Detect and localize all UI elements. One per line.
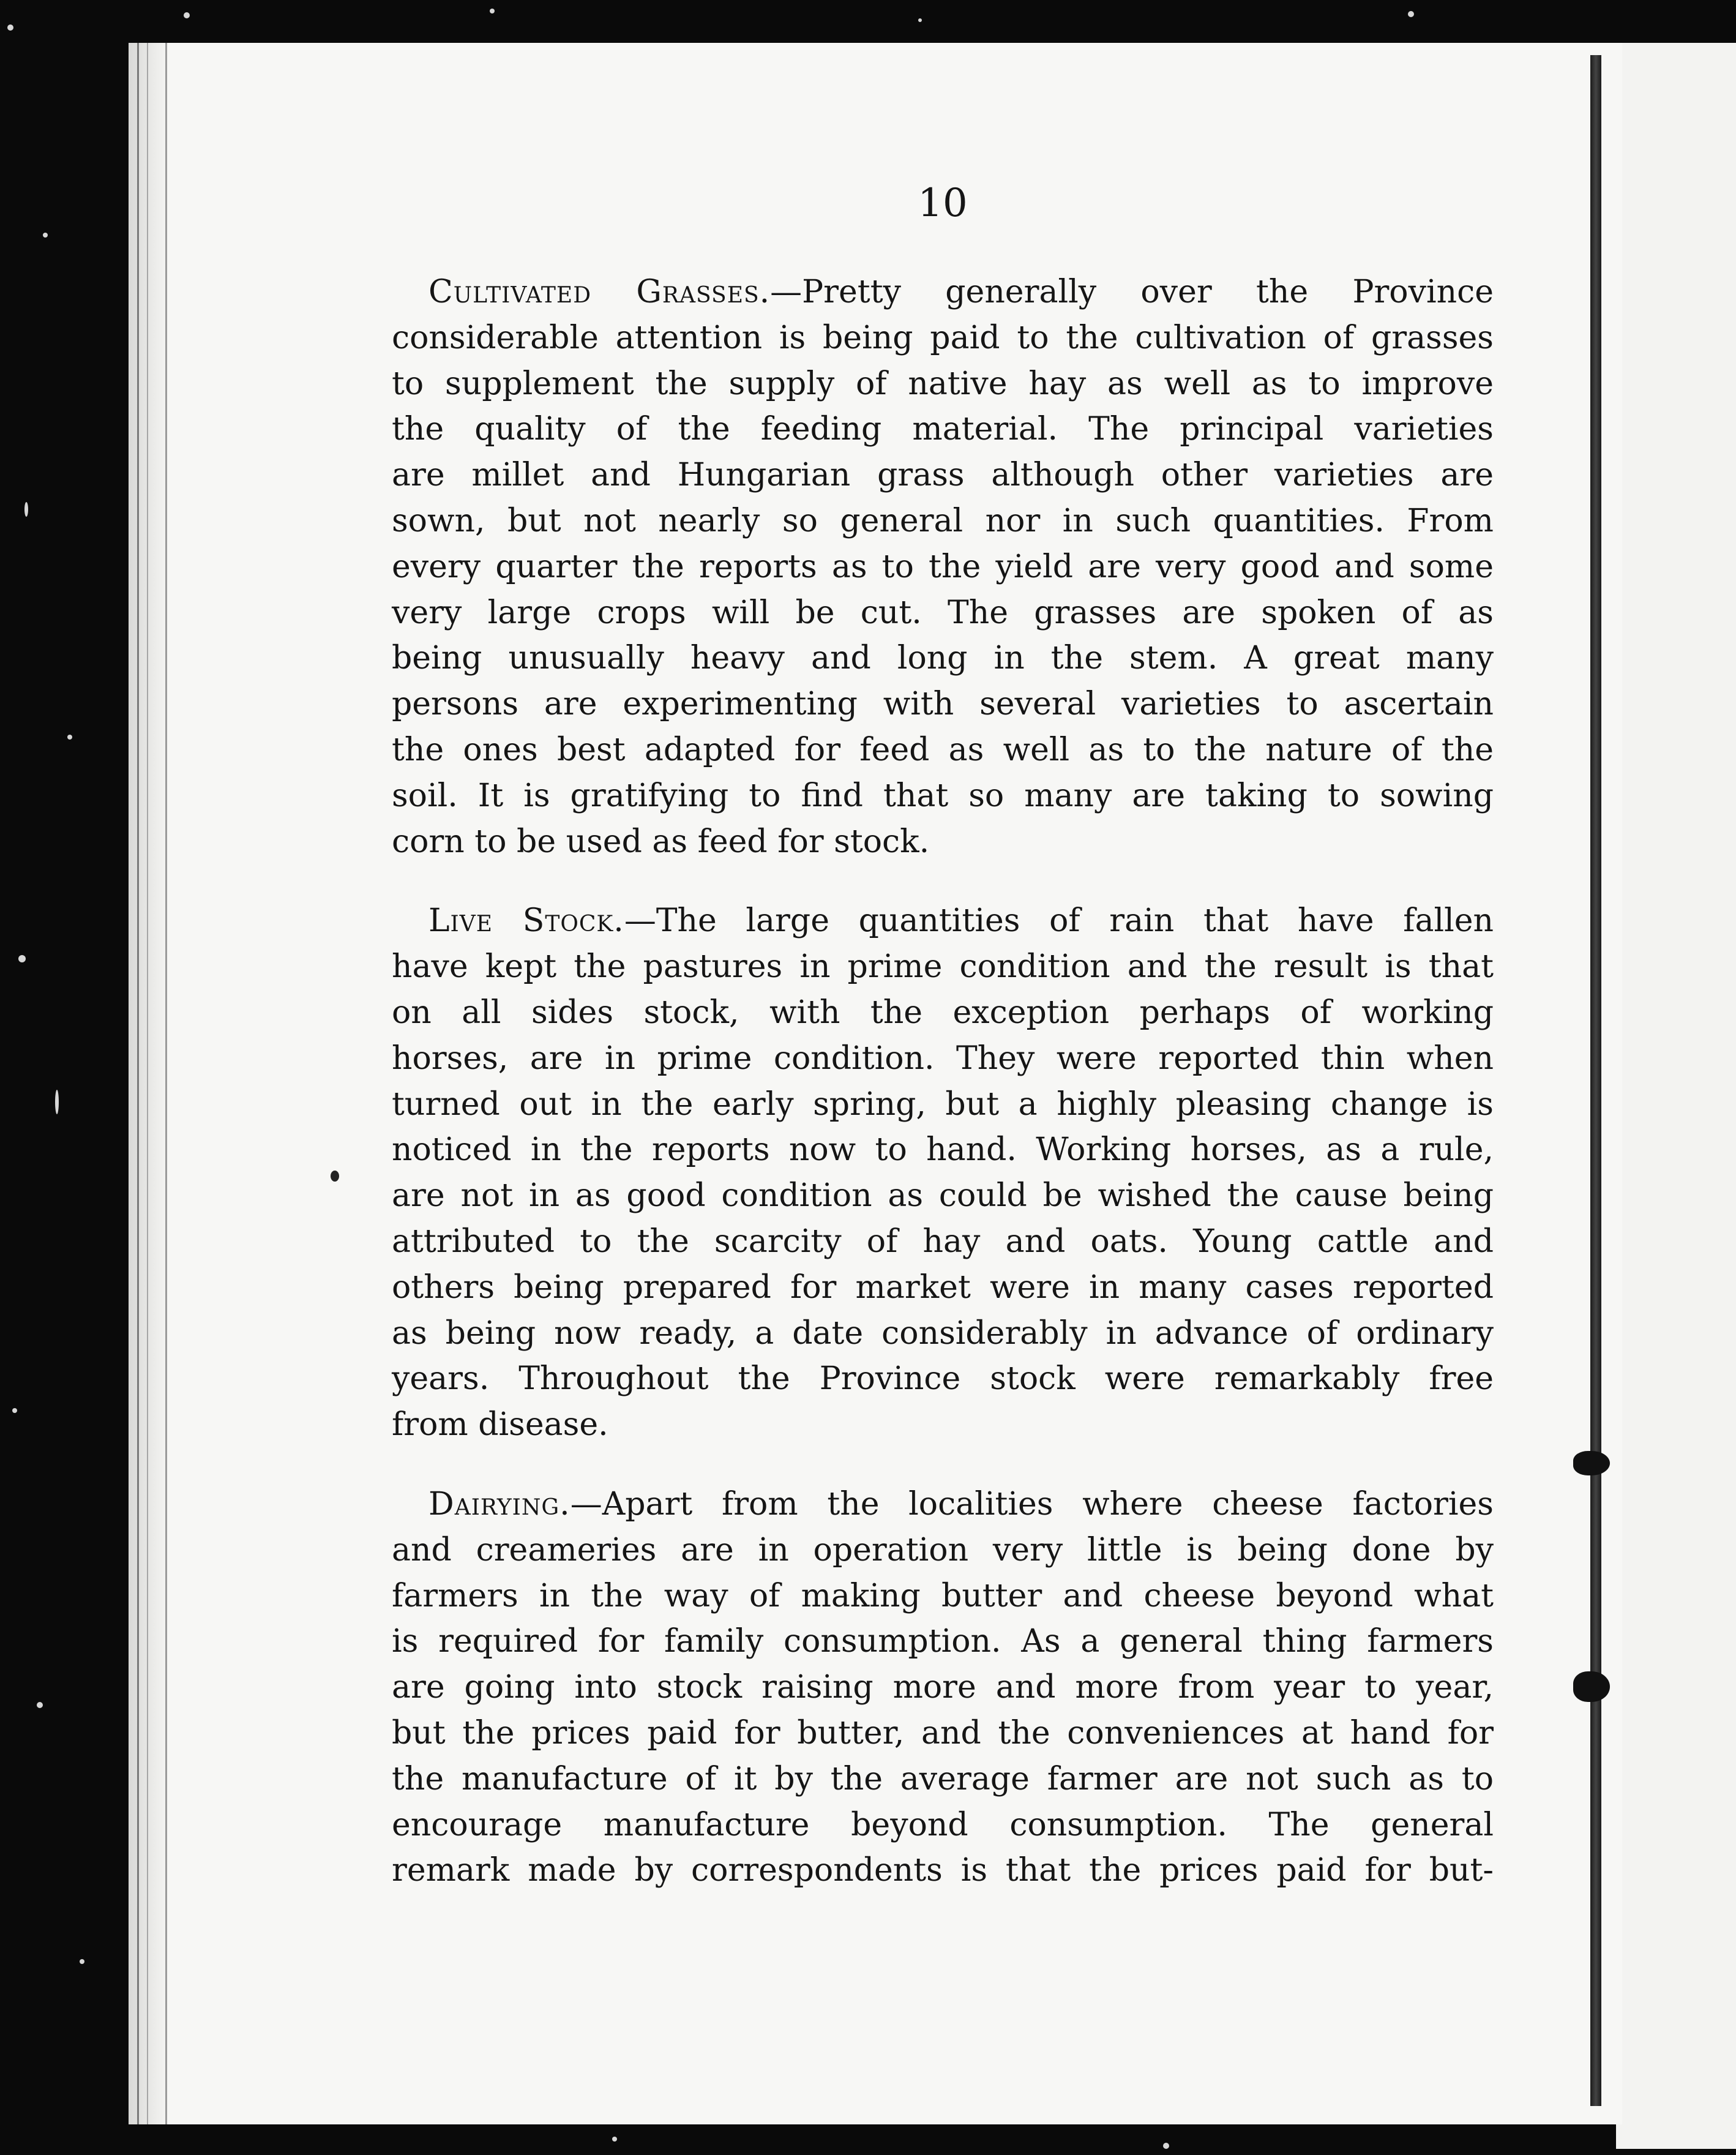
text-line: being unusually heavy and long in the stem. A great many [392,640,1494,677]
scan-speck [918,18,922,22]
section-heading: Cultivated Grasses. [428,274,771,310]
text-line: soil. It is gratifying to find that so many are taking to sowing [392,777,1494,814]
paragraph-dairying [392,1482,1494,1894]
scan-speck [184,12,190,18]
text-line: but the prices paid for butter, and the conveniences at hand for [392,1714,1494,1752]
scan-speck [1408,11,1414,17]
adjacent-page-edge [1616,43,1736,2149]
text-line: corn to be used as feed for stock. [392,823,930,860]
scan-speck [1163,2143,1169,2149]
text-line: persons are experimenting with several varieties to ascertain [392,686,1494,723]
page-number: 10 [918,181,968,226]
text-line: on all sides stock, with the exception perhaps of working [392,994,1494,1031]
text-line: are millet and Hungarian grass although other varieties are [392,457,1494,494]
text-line: the ones best adapted for feed as well as to the nature of the [392,731,1494,768]
scan-speck [67,735,72,740]
text-line: are going into stock raising more and more from year to year, [392,1669,1494,1706]
binding-clip-mark [1573,1671,1610,1702]
page-fold-edge [129,43,167,2124]
scan-speck [612,2137,617,2142]
scan-speck [43,233,48,238]
scan-speck [80,1959,84,1964]
text-line: are not in as good condition as could be wished the cause being [392,1177,1494,1215]
text-line: noticed in the reports now to hand. Working horses, as a rule, [392,1131,1494,1169]
text-line: remark made by correspondents is that the prices paid for but- [392,1852,1494,1889]
text-line: turned out in the early spring, but a highly pleasing change is [392,1085,1494,1123]
paragraph-cultivated-grasses [392,269,1494,864]
text-line: encourage manufacture beyond consumption. The general [392,1806,1494,1843]
text-line: as being now ready, a date considerably in advance of ordinary [392,1314,1494,1352]
binding-clip-mark [1573,1451,1610,1475]
scan-speck [24,502,28,517]
scan-speck [7,24,13,31]
text-line: considerable attention is being paid to the cultivation of grasses [392,319,1494,356]
text-line: years. Throughout the Province stock were remarkably free [392,1360,1494,1398]
text-line: is required for family consumption. As a general thing farmers [392,1623,1494,1660]
text-line: others being prepared for market were in many cases reported [392,1269,1494,1306]
text-line: Live Stock.—The large quantities of rain that have fallen [428,902,1494,940]
ink-dot [331,1171,339,1182]
section-heading: Dairying. [428,1485,571,1523]
scan-speck [37,1702,43,1708]
body-text [392,269,1494,1927]
text-line: horses, are in prime condition. They were reported thin when [392,1040,1494,1077]
text-line: and creameries are in operation very little is being done by [392,1531,1494,1568]
text-line: attributed to the scarcity of hay and oats. Young cattle and [392,1223,1494,1260]
text-line: sown, but not nearly so general nor in such quantities. From [392,502,1494,539]
text-line: Dairying.—Apart from the localities where cheese factories [428,1485,1494,1523]
book-binding-edge [1590,55,1601,2106]
scan-speck [55,1090,59,1114]
text-line: the manufacture of it by the average farmer are not such as to [392,1760,1494,1797]
text-line: the quality of the feeding material. The principal varieties [392,411,1494,448]
text-line: to supplement the supply of native hay as well as to improve [392,365,1494,402]
text-line: farmers in the way of making butter and cheese beyond what [392,1577,1494,1614]
scan-speck [12,1408,17,1413]
text-line: very large crops will be cut. The grasses are spoken of as [392,594,1494,631]
text-line: have kept the pastures in prime condition and the result is that [392,948,1494,986]
text-line: Cultivated Grasses.—Pretty generally over the Province [428,274,1494,310]
scan-speck [18,955,26,962]
scan-speck [490,9,495,13]
text-line: from disease. [392,1406,608,1444]
section-heading: Live Stock. [428,902,624,940]
text-line: every quarter the reports as to the yield are very good and some [392,548,1494,585]
paragraph-live-stock [392,898,1494,1448]
